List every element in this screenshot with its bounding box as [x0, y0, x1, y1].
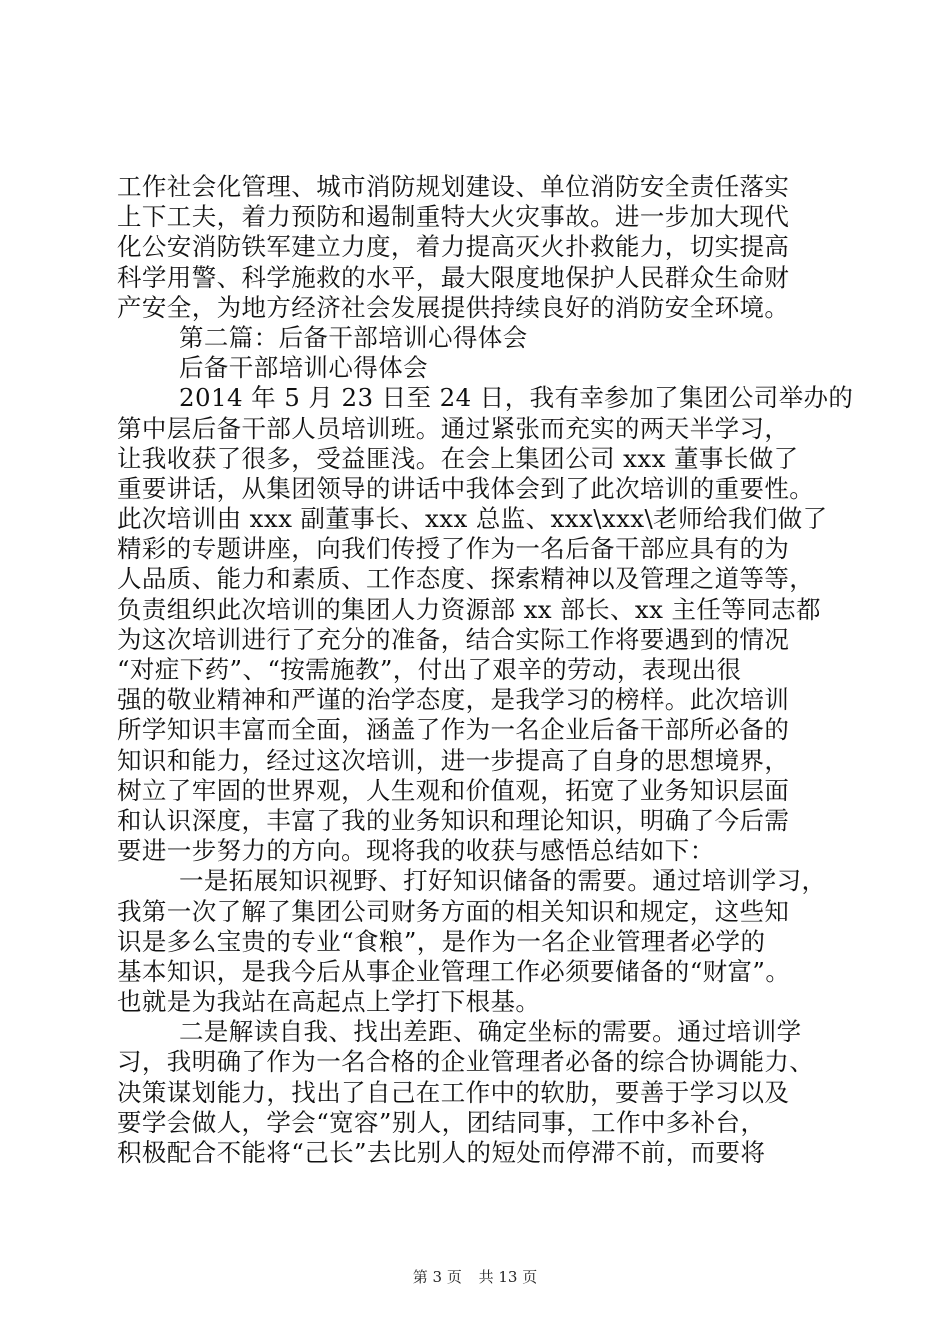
document-body	[117, 172, 854, 1168]
text-line: 第中层后备干部人员培训班。通过紧张而充实的两天半学习，	[117, 413, 790, 443]
text-line: 重要讲话，从集团领导的讲话中我体会到了此次培训的重要性。	[117, 473, 815, 503]
text-line: 也就是为我站在高起点上学打下根基。	[117, 987, 541, 1017]
text-line: 人品质、能力和素质、工作态度、探索精神以及管理之道等等，	[117, 564, 815, 594]
text-line: 产安全，为地方经济社会发展提供持续良好的消防安全环境。	[117, 292, 790, 322]
text-line: 我第一次了解了集团公司财务方面的相关知识和规定，这些知	[117, 896, 790, 926]
text-line: 2014 年 5 月 23 日至 24 日，我有幸参加了集团公司举办的	[179, 383, 854, 413]
text-line: 化公安消防铁军建立力度，着力提高灭火扑救能力，切实提高	[117, 232, 790, 262]
page-footer	[0, 1267, 950, 1287]
page-total: 共 13 页	[478, 1268, 538, 1286]
text-line: 识是多么宝贵的专业“食粮”，是作为一名企业管理者必学的	[117, 926, 766, 956]
text-line: 要进一步努力的方向。现将我的收获与感悟总结如下：	[117, 836, 715, 866]
text-line: 精彩的专题讲座，向我们传授了作为一名后备干部应具有的为	[117, 534, 790, 564]
text-line: 上下工夫，着力预防和遏制重特大火灾事故。进一步加大现代	[117, 202, 790, 232]
text-line: 后备干部培训心得体会	[179, 353, 428, 383]
text-line: 科学用警、科学施救的水平，最大限度地保护人民群众生命财	[117, 262, 790, 292]
text-line: 工作社会化管理、城市消防规划建设、单位消防安全责任落实	[117, 172, 790, 201]
text-line: 决策谋划能力，找出了自己在工作中的软肋，要善于学习以及	[117, 1077, 790, 1107]
text-line: 让我收获了很多，受益匪浅。在会上集团公司 xxx 董事长做了	[117, 443, 799, 473]
text-line: 强的敬业精神和严谨的治学态度，是我学习的榜样。此次培训	[117, 685, 790, 715]
text-line: 积极配合不能将“己长”去比别人的短处而停滞不前，而要将	[117, 1138, 766, 1167]
text-line: 树立了牢固的世界观，人生观和价值观，拓宽了业务知识层面	[117, 775, 790, 805]
text-line: 为这次培训进行了充分的准备，结合实际工作将要遇到的情况	[117, 624, 790, 654]
text-line: 所学知识丰富而全面，涵盖了作为一名企业后备干部所必备的	[117, 715, 790, 745]
text-line: 第二篇：后备干部培训心得体会	[179, 322, 528, 352]
text-line: 要学会做人，学会“宽容”别人，团结同事，工作中多补台，	[117, 1107, 766, 1137]
text-line: 知识和能力，经过这次培训，进一步提高了自身的思想境界，	[117, 745, 790, 775]
text-line: 二是解读自我、找出差距、确定坐标的需要。通过培训学	[179, 1017, 802, 1047]
text-line: 负责组织此次培训的集团人力资源部 xx 部长、xx 主任等同志都	[117, 594, 821, 624]
text-line: 习，我明确了作为一名合格的企业管理者必备的综合协调能力、	[117, 1047, 815, 1077]
text-line: 此次培训由 xxx 副董事长、xxx 总监、xxx\xxx\老师给我们做了	[117, 504, 828, 534]
text-line: 和认识深度，丰富了我的业务知识和理论知识，明确了今后需	[117, 805, 790, 835]
text-line: 一是拓展知识视野、打好知识储备的需要。通过培训学习，	[179, 866, 827, 896]
page-number: 第 3 页	[412, 1268, 462, 1286]
text-line: “对症下药”、“按需施教”，付出了艰辛的劳动，表现出很	[117, 655, 742, 684]
text-line: 基本知识，是我今后从事企业管理工作必须要储备的“财富”。	[117, 956, 791, 986]
